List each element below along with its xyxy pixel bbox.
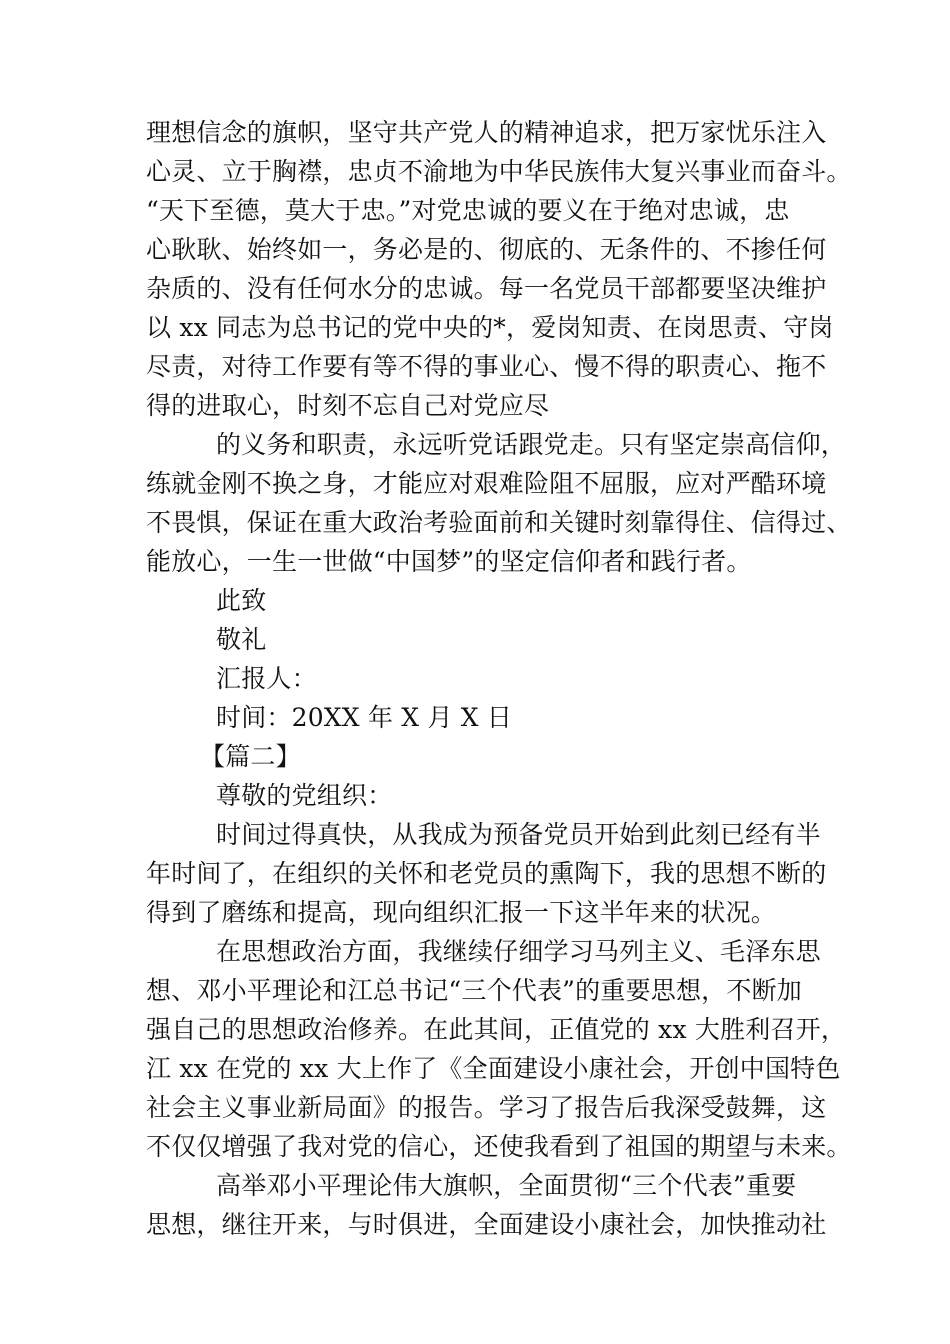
paragraph-line: 强自己的思想政治修养。在此其间，正值党的 xx 大胜利召开， [146,1015,847,1044]
salutation: 尊敬的党组织： [216,781,393,810]
paragraph-line: 不仅仅增强了我对党的信心，还使我看到了祖国的期望与未来。 [146,1132,852,1161]
paragraph-line: 心灵、立于胸襟，忠贞不渝地为中华民族伟大复兴事业而奋斗。 [146,157,852,186]
paragraph-line: 尽责，对待工作要有等不得的事业心、慢不得的职责心、拖不 [146,352,827,381]
section-title: 【篇二】 [200,742,301,771]
closing-line: 此致 [216,586,267,615]
reporter-line: 汇报人： [216,664,317,693]
paragraph-line: 心耿耿、始终如一，务必是的、彻底的、无条件的、不掺任何 [146,235,827,264]
paragraph-line: 时间过得真快，从我成为预备党员开始到此刻已经有半 [216,820,821,849]
paragraph-line: 在思想政治方面，我继续仔细学习马列主义、毛泽东思 [216,937,821,966]
paragraph-line: 杂质的、没有任何水分的忠诚。每一名党员干部都要坚决维护 [146,274,827,303]
paragraph-line: 的义务和职责，永远听党话跟党走。只有坚定崇高信仰， [216,430,847,459]
paragraph-line: 能放心，一生一世做“中国梦”的坚定信仰者和践行者。 [146,547,752,576]
paragraph-line: 思想，继往开来，与时俱进，全面建设小康社会，加快推动社 [146,1210,827,1239]
paragraph-line: 以 xx 同志为总书记的党中央的*，爱岗知责、在岗思责、守岗 [146,313,834,342]
paragraph-line: 江 xx 在党的 xx 大上作了《全面建设小康社会，开创中国特色 [146,1054,841,1083]
paragraph-line: 得的进取心，时刻不忘自己对党应尽 [146,391,550,420]
closing-line: 敬礼 [216,625,267,654]
paragraph-line: 社会主义事业新局面》的报告。学习了报告后我深受鼓舞，这 [146,1093,827,1122]
paragraph-line: 想、邓小平理论和江总书记“三个代表”的重要思想，不断加 [146,976,802,1005]
date-line: 时间：20XX 年 X 月 X 日 [216,703,513,732]
paragraph-line: 不畏惧，保证在重大政治考验面前和关键时刻靠得住、信得过、 [146,508,852,537]
paragraph-line: 理想信念的旗帜，坚守共产党人的精神追求，把万家忧乐注入 [146,118,827,147]
paragraph-line: 练就金刚不换之身，才能应对艰难险阻不屈服，应对严酷环境 [146,469,827,498]
paragraph-line: “天下至德，莫大于忠。”对党忠诚的要义在于绝对忠诚，忠 [146,196,790,225]
paragraph-line: 高举邓小平理论伟大旗帜，全面贯彻“三个代表”重要 [216,1171,797,1200]
paragraph-line: 得到了磨练和提高，现向组织汇报一下这半年来的状况。 [146,898,777,927]
paragraph-line: 年时间了，在组织的关怀和老党员的熏陶下，我的思想不断的 [146,859,827,888]
